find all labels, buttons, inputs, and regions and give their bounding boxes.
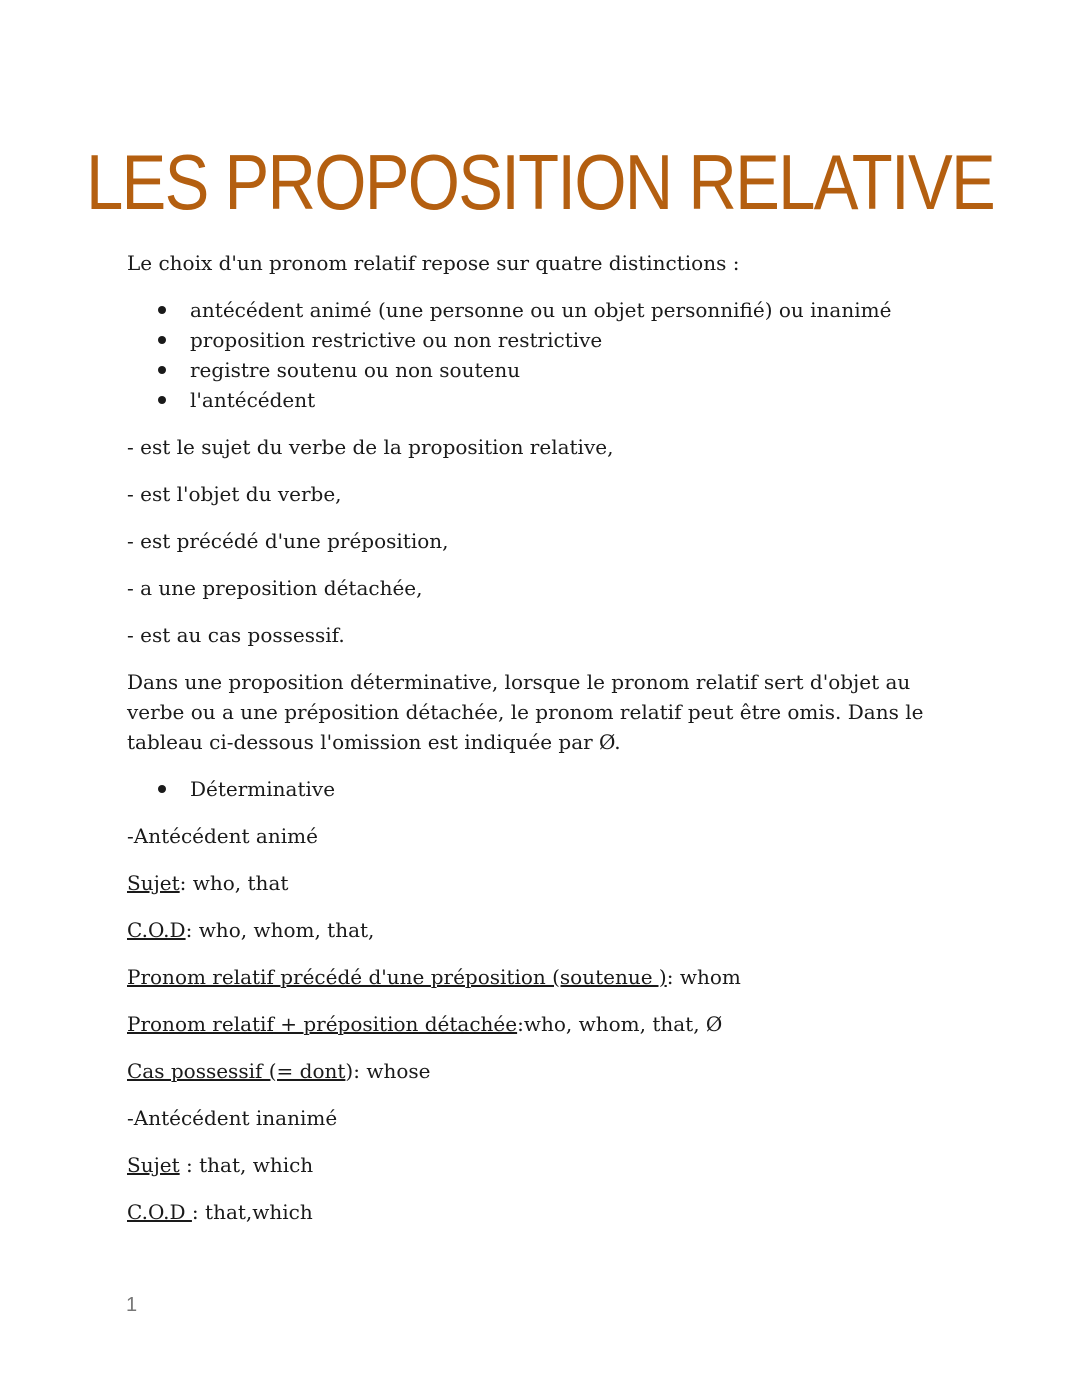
- page-title: LES PROPOSITION RELATIVE: [85, 138, 995, 226]
- antecedent-case: - est au cas possessif.: [127, 623, 345, 647]
- row-label: C.O.D: [127, 1200, 192, 1224]
- document-body: [127, 248, 957, 1244]
- row-value: who, whom, that, Ø: [523, 1012, 723, 1036]
- row-separator: :: [179, 871, 193, 895]
- list-item: registre soutenu ou non soutenu: [127, 355, 957, 385]
- row-value: whose: [366, 1059, 431, 1083]
- row-value: who, that: [192, 871, 289, 895]
- animate-row-possessive: [127, 1056, 957, 1086]
- row-value: that, which: [199, 1153, 314, 1177]
- row-label: C.O.D: [127, 918, 186, 942]
- row-value: who, whom, that,: [198, 918, 375, 942]
- animate-heading: -Antécédent animé: [127, 824, 318, 848]
- antecedent-case: - est l'objet du verbe,: [127, 482, 342, 506]
- row-label: Sujet: [127, 871, 180, 895]
- animate-row-cod: [127, 915, 957, 945]
- antecedent-case: - est précédé d'une préposition,: [127, 529, 449, 553]
- inanimate-heading: -Antécédent inanimé: [127, 1106, 338, 1130]
- section-list: [127, 774, 957, 804]
- list-item: antécédent animé (une personne ou un objet personnifié) ou inanimé: [127, 295, 957, 325]
- row-label: Cas possessif (= dont: [127, 1059, 346, 1083]
- inanimate-row-cod: [127, 1197, 957, 1227]
- row-label: Pronom relatif précédé d'une préposition (soutenue ): [127, 965, 667, 989]
- row-separator: ):: [345, 1059, 367, 1083]
- antecedent-case: - est le sujet du verbe de la proposition relative,: [127, 435, 614, 459]
- list-item: proposition restrictive ou non restrictive: [127, 325, 957, 355]
- inanimate-row-subject: [127, 1150, 957, 1180]
- distinctions-list: [127, 295, 957, 415]
- animate-row-detached-preposition: [127, 1009, 957, 1039]
- row-separator: :: [517, 1012, 524, 1036]
- row-separator: :: [666, 965, 680, 989]
- row-separator: :: [191, 1200, 206, 1224]
- row-value: whom: [679, 965, 741, 989]
- row-label: Pronom relatif + préposition détachée: [127, 1012, 518, 1036]
- row-label: Sujet: [127, 1153, 180, 1177]
- animate-row-subject: [127, 868, 957, 898]
- antecedent-case: - a une preposition détachée,: [127, 576, 423, 600]
- page-number: 1: [126, 1294, 138, 1316]
- omission-paragraph: Dans une proposition déterminative, lorsque le pronom relatif sert d'objet au verbe ou a une préposition détachée, le pronom relatif peut être omis. Dans le tableau ci-dessous l'omission est indiquée par Ø.: [127, 670, 924, 754]
- list-item: l'antécédent: [127, 385, 957, 415]
- intro-paragraph: Le choix d'un pronom relatif repose sur quatre distinctions :: [127, 251, 740, 275]
- row-separator: :: [185, 918, 199, 942]
- row-separator: :: [179, 1153, 200, 1177]
- row-value: that,which: [205, 1200, 313, 1224]
- animate-row-preposition: [127, 962, 957, 992]
- section-bullet-determinative: Déterminative: [127, 774, 957, 804]
